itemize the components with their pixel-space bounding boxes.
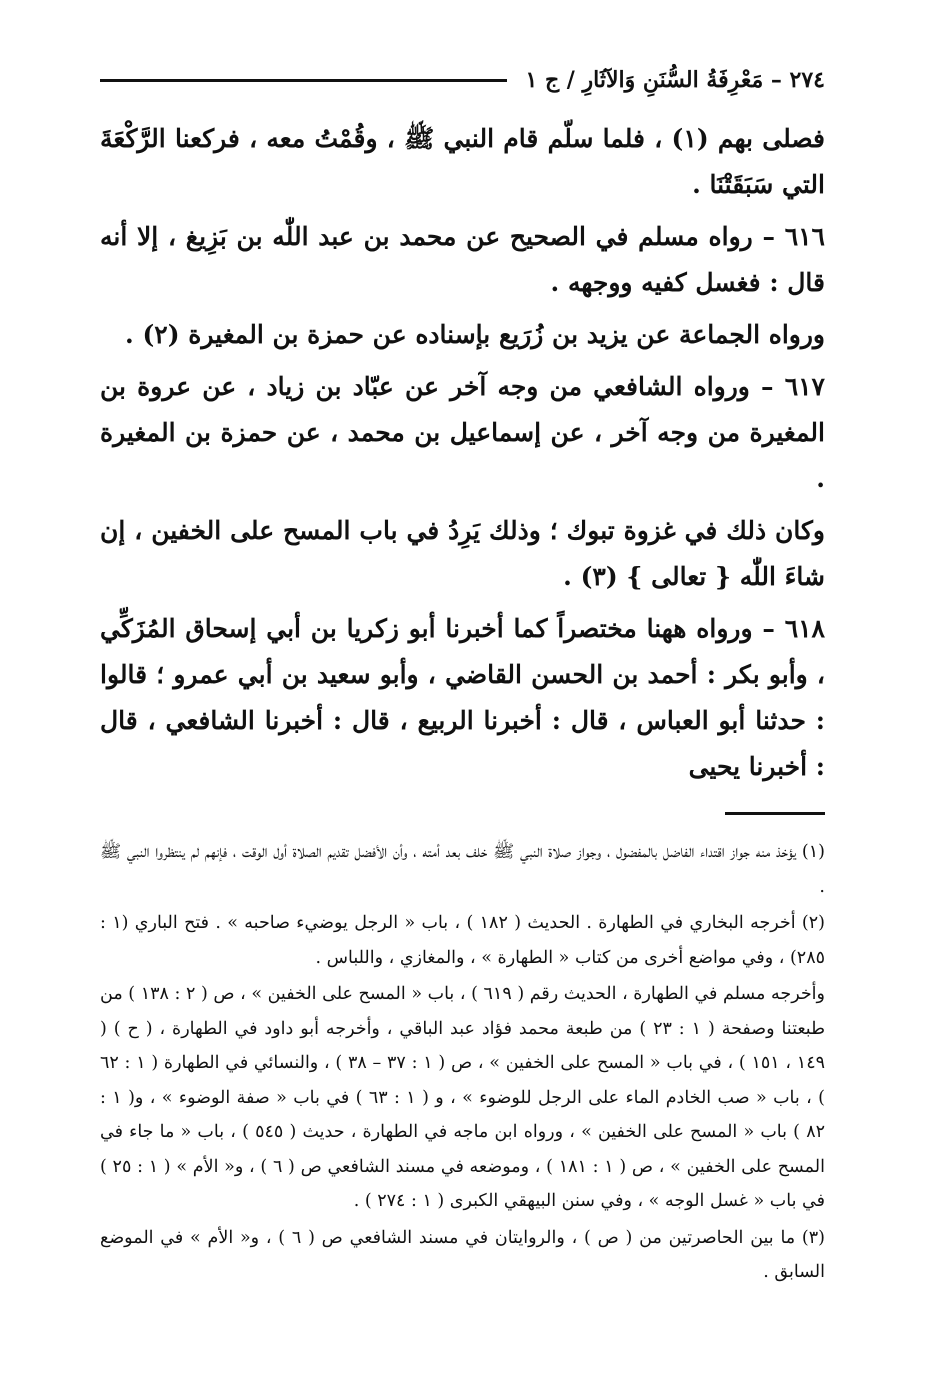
footnote-1: (١) يؤخذ منه جواز اقتداء الفاضل بالمفضول ، وجواز صلاة النبي ﷺ خلف بعد أمته ، وأن الأفضل تقديم الصلاة أول الوقت ، فإنهم لم ينتظروا النبي ﷺ . — [100, 842, 825, 897]
footnote-separator — [725, 812, 825, 815]
main-text — [100, 116, 825, 790]
header-rule — [100, 79, 507, 82]
footnotes — [100, 835, 825, 1290]
paragraph-618: ٦١٨ – ورواه ههنا مختصراً كما أخبرنا أبو زكريا بن أبي إسحاق المُزَكِّي ، وأبو بكر : أحمد بن الحسن القاضي ، وأبو سعيد بن أبي عمرو ؛ قالوا : حدثنا أبو العباس ، قال : أخبرنا الربيع ، قال : أخبرنا الشافعي ، قال : أخبرنا يحيى — [100, 614, 825, 781]
footnote-2: (٢) أخرجه البخاري في الطهارة . الحديث ( ١٨٢ ) ، باب « الرجل يوضيء صاحبه » . فتح الباري (١ : ٢٨٥) ، وفي مواضع أخرى من كتاب « الطهارة » ، والمغازي ، واللباس . — [100, 913, 825, 968]
page-header — [100, 58, 825, 102]
footnote-2-continued: وأخرجه مسلم في الطهارة ، الحديث رقم ( ٦١٩ ) ، باب « المسح على الخفين » ، ص ( ٢ : ١٣٨ ) من طبعتنا وصفحة ( ١ : ٢٣ ) من طبعة محمد فؤاد عبد الباقي ، وأخرجه أبو داود في الطهارة ، ( ح ) ( ١٤٩ ، ١٥١ ) ، في باب « المسح على الخفين » ، ص ( ١ : ٣٧ – ٣٨ ) ، والنسائي في الطهارة ( ١ : ٦٢ ) ، باب « صب الخادم الماء على الرجل للوضوء » ، و ( ١ : ٦٣ ) في باب « صفة الوضوء » ، و( ١ : ٨٢ ) باب « المسح على الخفين » ، ورواه ابن ماجه في الطهارة ، حديث ( ٥٤٥ ) ، باب « ما جاء في المسح على الخفين » ، ص ( ١ : ١٨١ ) ، وموضعه في مسند الشافعي ص ( ٦ ) ، و« الأم » ( ١ : ٢٥ ) في باب « غسل الوجه » ، وفي سنن البيهقي الكبرى ( ١ : ٢٧٤ ) . — [100, 984, 826, 1211]
running-title: ٢٧٤ – مَعْرِفَةُ السُّنَنِ وَالآثَارِ / ج ١ — [525, 67, 825, 93]
paragraph-tabuk: وكان ذلك في غزوة تبوك ؛ وذلك يَرِدُ في باب المسح على الخفين ، إن شاءَ اللّٰه { تعالى } (٣) . — [100, 516, 825, 591]
book-page — [100, 58, 825, 1348]
paragraph-617: ٦١٧ – ورواه الشافعي من وجه آخر عن عبّاد بن زياد ، عن عروة بن المغيرة من وجه آخر ، عن إسماعيل بن محمد ، عن حمزة بن المغيرة . — [100, 372, 825, 493]
paragraph-616: ٦١٦ – رواه مسلم في الصحيح عن محمد بن عبد اللّٰه بن بَزِيغ ، إلا أنه قال : فغسل كفيه ووجهه . — [100, 222, 825, 297]
paragraph-616-jamaa: ورواه الجماعة عن يزيد بن زُرَيع بإسناده عن حمزة بن المغيرة (٢) . — [125, 320, 825, 349]
paragraph-continuation: فصلى بهم (١) ، فلما سلّم قام النبي ﷺ ، وقُمْتُ معه ، فركعنا الرَّكْعَةَ التي سَبَقَتْنَا . — [100, 124, 825, 199]
footnote-3: (٣) ما بين الحاصرتين من ( ص ) ، والروايتان في مسند الشافعي ص ( ٦ ) ، و« الأم » في الموضع السابق . — [100, 1227, 825, 1282]
